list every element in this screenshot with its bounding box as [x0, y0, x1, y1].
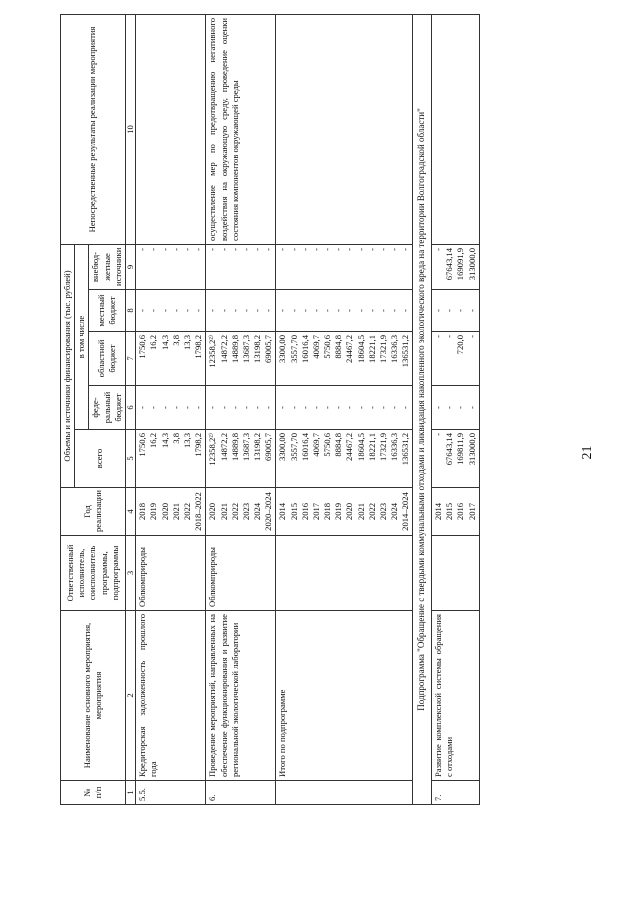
- total-value: 17321,9: [377, 433, 388, 461]
- federal-value: -: [288, 406, 299, 409]
- total-value: 8884,8: [333, 433, 344, 457]
- regional-value: 4069,7: [310, 335, 321, 359]
- year-value: 2020: [344, 502, 355, 521]
- year-value: 2019: [333, 502, 344, 521]
- federal-value: -: [182, 406, 192, 409]
- regional-value: 3557,70: [288, 335, 299, 363]
- local-value: -: [229, 309, 240, 312]
- regional-value: 17321,9: [377, 335, 388, 363]
- total-value: 12358,2²⁾: [207, 433, 218, 466]
- local-value: -: [433, 309, 444, 312]
- executor: Облкомприроды: [136, 536, 206, 611]
- total-value: 24467,2: [344, 433, 355, 461]
- total-value: 3300,00: [277, 433, 288, 461]
- activity-name: Кредиторская задолженность прошлого года: [136, 611, 206, 781]
- regional-value: 24467,2: [344, 335, 355, 363]
- extrabudget-value: -: [433, 247, 444, 251]
- total-value: 14889,8: [229, 433, 240, 461]
- row-number: [276, 781, 413, 805]
- regional-values: [432, 332, 480, 386]
- regional-value: 16,2: [148, 335, 159, 351]
- extrabudget-value: -: [344, 247, 355, 251]
- extrabudget-value: -: [207, 247, 218, 251]
- local-value: -: [263, 309, 274, 312]
- total-value: 169811,9: [455, 433, 466, 465]
- year-value: 2018: [137, 502, 148, 521]
- local-value: -: [240, 309, 251, 312]
- local-value: -: [333, 309, 344, 312]
- regional-value: 13687,3: [240, 335, 251, 363]
- activity-results: [136, 14, 206, 244]
- local-value: -: [366, 309, 377, 312]
- year-value: 2014: [433, 502, 444, 521]
- local-value: -: [322, 309, 333, 312]
- header-year: Год реализации: [61, 488, 126, 536]
- header-total: всего: [75, 430, 126, 488]
- year-value: 2023: [240, 502, 251, 521]
- col-index: 10: [125, 14, 135, 244]
- extrabudget-value: -: [170, 247, 181, 251]
- total-value: 13,3: [182, 433, 192, 449]
- extrabudget-value: -: [229, 247, 240, 251]
- activity-results: осуществление мер по предотвращению негативного воздействия на окружающую среду, проведение оценки состояния компонентов окружающей среды: [206, 14, 276, 244]
- total-value: 13687,3: [240, 433, 251, 461]
- regional-value: 136531,2: [400, 335, 411, 368]
- extrabudget-value: -: [240, 247, 251, 251]
- local-value: -: [344, 309, 355, 312]
- col-index: 2: [125, 611, 135, 781]
- page-number: 21: [580, 445, 595, 460]
- extrabudget-value: -: [137, 247, 148, 251]
- extrabudget-value: -: [299, 247, 310, 251]
- regional-value: 16016,4: [299, 335, 310, 363]
- extrabudget-value: 67643,14: [444, 247, 455, 281]
- financing-table: [60, 14, 480, 805]
- local-value: -: [455, 309, 466, 312]
- years-list: [432, 488, 480, 536]
- federal-value: -: [400, 406, 411, 409]
- year-value: 2021: [218, 502, 229, 521]
- header-including: в том числе: [75, 244, 89, 429]
- extrabudget-value: -: [182, 247, 192, 251]
- table-row: [276, 14, 413, 804]
- federal-value: -: [159, 406, 170, 409]
- year-value: 2019: [148, 502, 159, 521]
- total-value: 4069,7: [310, 433, 321, 457]
- total-value: 1798,2: [193, 433, 204, 457]
- total-value: 16016,4: [299, 433, 310, 461]
- col-index: 7: [125, 332, 135, 386]
- extrabudget-value: -: [148, 247, 159, 251]
- federal-value: -: [263, 406, 274, 409]
- federal-value: -: [252, 406, 263, 409]
- regional-value: 18221,1: [366, 335, 377, 363]
- year-value: 2017: [310, 502, 321, 521]
- local-value: -: [288, 309, 299, 312]
- local-value: -: [252, 309, 263, 312]
- activity-name: Итого по подпрограмме: [276, 611, 413, 781]
- regional-value: 3,8: [170, 335, 181, 346]
- federal-value: -: [444, 406, 455, 409]
- total-value: -: [433, 433, 444, 436]
- header-regional: областной бюджет: [89, 332, 126, 386]
- executor: [432, 536, 480, 611]
- year-value: 2020–2024: [263, 492, 274, 531]
- year-value: 2022: [366, 502, 377, 521]
- total-value: 69005,7: [263, 433, 274, 461]
- regional-value: 8884,8: [333, 335, 344, 359]
- total-value: 67643,14: [444, 433, 455, 466]
- year-value: 2021: [170, 502, 181, 521]
- year-value: 2015: [288, 502, 299, 521]
- activity-results: [276, 14, 413, 244]
- year-value: 2014–2024: [400, 492, 411, 531]
- year-value: 2016: [299, 502, 310, 521]
- extrabudget-value: -: [159, 247, 170, 251]
- regional-value: 14872,2: [218, 335, 229, 363]
- total-value: 3557,70: [288, 433, 299, 461]
- years-list: [276, 488, 413, 536]
- local-value: -: [299, 309, 310, 312]
- extrabudget-value: -: [277, 247, 288, 251]
- regional-value: 14,3: [159, 335, 170, 351]
- year-value: 2021: [355, 502, 366, 521]
- year-value: 2016: [455, 502, 466, 521]
- header-local: местный бюджет: [89, 290, 126, 332]
- local-value: -: [148, 309, 159, 312]
- local-value: -: [218, 309, 229, 312]
- regional-value: 14889,8: [229, 335, 240, 363]
- year-value: 2020: [207, 502, 218, 521]
- header-num: № п/п: [61, 781, 126, 805]
- extrabudget-value: -: [322, 247, 333, 251]
- extrabudget-value: 313000,0: [466, 247, 477, 281]
- federal-values: [432, 386, 480, 430]
- header-name: Наименование основного мероприятия, мероприятия: [61, 611, 126, 781]
- extrabudget-values: [432, 244, 480, 289]
- year-value: 2018–2022: [193, 492, 204, 531]
- local-value: -: [400, 309, 411, 312]
- total-value: 18221,1: [366, 433, 377, 461]
- total-value: 3,8: [170, 433, 181, 444]
- col-index: 5: [125, 430, 135, 488]
- regional-values: [136, 332, 206, 386]
- extrabudget-value: -: [389, 247, 400, 251]
- extrabudget-value: -: [310, 247, 321, 251]
- row-number: 5.5.: [136, 781, 206, 805]
- executor: [276, 536, 413, 611]
- regional-value: 13,3: [182, 335, 192, 351]
- federal-value: -: [322, 406, 333, 409]
- year-value: 2017: [466, 502, 477, 521]
- executor: Облкомприроды: [206, 536, 276, 611]
- header-extrabudget: внебюд- жетные источники: [89, 244, 126, 289]
- table-row: [432, 14, 480, 804]
- total-values: [136, 430, 206, 488]
- total-value: 14,3: [159, 433, 170, 449]
- extrabudget-value: -: [218, 247, 229, 251]
- local-values: [276, 290, 413, 332]
- total-value: 16,2: [148, 433, 159, 449]
- federal-values: [136, 386, 206, 430]
- federal-value: -: [229, 406, 240, 409]
- col-index: 9: [125, 244, 135, 289]
- total-value: 13198,2: [252, 433, 263, 461]
- extrabudget-value: -: [263, 247, 274, 251]
- years-list: [206, 488, 276, 536]
- total-value: 14872,2: [218, 433, 229, 461]
- federal-value: -: [344, 406, 355, 409]
- year-value: 2023: [377, 502, 388, 521]
- row-number: 7.: [432, 781, 480, 805]
- year-value: 2022: [229, 502, 240, 521]
- extrabudget-values: [136, 244, 206, 289]
- activity-name: Проведение мероприятий, направленных на обеспечение функционирования и развитие региональной экологической лаборатории: [206, 611, 276, 781]
- local-value: -: [193, 309, 204, 312]
- extrabudget-value: -: [355, 247, 366, 251]
- local-values: [136, 290, 206, 332]
- total-values: [206, 430, 276, 488]
- column-index-row: [125, 14, 135, 804]
- subprogram-row: [413, 14, 432, 804]
- local-value: -: [207, 309, 218, 312]
- years-list: [136, 488, 206, 536]
- regional-value: 3300,00: [277, 335, 288, 363]
- subprogram-title: Подпрограмма "Обращение с твердыми коммунальными отходами и ликвидация накопленного экологического вреда на территории Волгоградской области": [413, 14, 432, 804]
- federal-value: -: [207, 406, 218, 409]
- local-value: -: [170, 309, 181, 312]
- local-value: -: [310, 309, 321, 312]
- regional-values: [276, 332, 413, 386]
- total-value: 1750,6: [137, 433, 148, 457]
- extrabudget-value: -: [252, 247, 263, 251]
- year-value: 2024: [389, 502, 400, 521]
- col-index: 3: [125, 536, 135, 611]
- activity-results: [432, 14, 480, 244]
- year-value: 2015: [444, 502, 455, 521]
- header-results: Непосредственные результаты реализации мероприятия: [61, 14, 126, 244]
- federal-value: -: [137, 406, 148, 409]
- regional-value: 1798,2: [193, 335, 204, 359]
- local-value: -: [137, 309, 148, 312]
- federal-value: -: [377, 406, 388, 409]
- local-value: -: [355, 309, 366, 312]
- extrabudget-value: -: [193, 247, 204, 251]
- year-value: 2018: [322, 502, 333, 521]
- federal-value: -: [277, 406, 288, 409]
- total-values: [276, 430, 413, 488]
- local-value: -: [182, 309, 192, 312]
- year-value: 2014: [277, 502, 288, 521]
- extrabudget-value: 169091,9: [455, 247, 466, 281]
- extrabudget-values: [276, 244, 413, 289]
- extrabudget-values: [206, 244, 276, 289]
- regional-value: 720,0: [455, 335, 466, 355]
- regional-value: 5750,6: [322, 335, 333, 359]
- regional-value: 13198,2: [252, 335, 263, 363]
- activity-name: Развитие комплексной системы обращения с отходами: [432, 611, 480, 781]
- col-index: 4: [125, 488, 135, 536]
- local-value: -: [159, 309, 170, 312]
- local-value: -: [444, 309, 455, 312]
- local-value: -: [377, 309, 388, 312]
- federal-value: -: [433, 406, 444, 409]
- federal-value: -: [299, 406, 310, 409]
- regional-value: -: [433, 335, 444, 338]
- local-values: [206, 290, 276, 332]
- extrabudget-value: -: [288, 247, 299, 251]
- federal-value: -: [466, 406, 477, 409]
- extrabudget-value: -: [366, 247, 377, 251]
- extrabudget-value: -: [333, 247, 344, 251]
- table-row: [206, 14, 276, 804]
- col-index: 6: [125, 386, 135, 430]
- row-number: 6.: [206, 781, 276, 805]
- year-value: 2020: [159, 502, 170, 521]
- regional-value: 1750,6: [137, 335, 148, 359]
- federal-value: -: [355, 406, 366, 409]
- extrabudget-value: -: [377, 247, 388, 251]
- header-financing: Объемы и источники финансирования (тыс. рублей): [61, 244, 75, 487]
- total-values: [432, 430, 480, 488]
- extrabudget-value: -: [400, 247, 411, 251]
- total-value: 136531,2: [400, 433, 411, 466]
- col-index: 8: [125, 290, 135, 332]
- federal-value: -: [389, 406, 400, 409]
- year-value: 2024: [252, 502, 263, 521]
- table-row: [136, 14, 206, 804]
- federal-value: -: [170, 406, 181, 409]
- federal-value: -: [148, 406, 159, 409]
- regional-value: 12358,2²⁾: [207, 335, 218, 368]
- total-value: 18604,5: [355, 433, 366, 461]
- federal-value: -: [333, 406, 344, 409]
- total-value: 16336,3: [389, 433, 400, 461]
- federal-value: -: [366, 406, 377, 409]
- year-value: 2022: [182, 502, 192, 521]
- local-value: -: [277, 309, 288, 312]
- regional-value: -: [444, 335, 455, 338]
- local-value: -: [389, 309, 400, 312]
- federal-value: -: [240, 406, 251, 409]
- col-index: 1: [125, 781, 135, 805]
- regional-value: 16336,3: [389, 335, 400, 363]
- regional-value: 18604,5: [355, 335, 366, 363]
- regional-values: [206, 332, 276, 386]
- total-value: 5750,6: [322, 433, 333, 457]
- federal-value: -: [455, 406, 466, 409]
- federal-value: -: [218, 406, 229, 409]
- local-value: -: [466, 309, 477, 312]
- federal-value: -: [310, 406, 321, 409]
- federal-values: [206, 386, 276, 430]
- federal-value: -: [193, 406, 204, 409]
- total-value: 313000,0: [466, 433, 477, 466]
- regional-value: -: [466, 335, 477, 338]
- regional-value: 69005,7: [263, 335, 274, 363]
- header-executor: Ответственный исполнитель, соисполнитель программы, подпрограммы: [61, 536, 126, 611]
- local-values: [432, 290, 480, 332]
- header-federal: феде- ральный бюджет: [89, 386, 126, 430]
- federal-values: [276, 386, 413, 430]
